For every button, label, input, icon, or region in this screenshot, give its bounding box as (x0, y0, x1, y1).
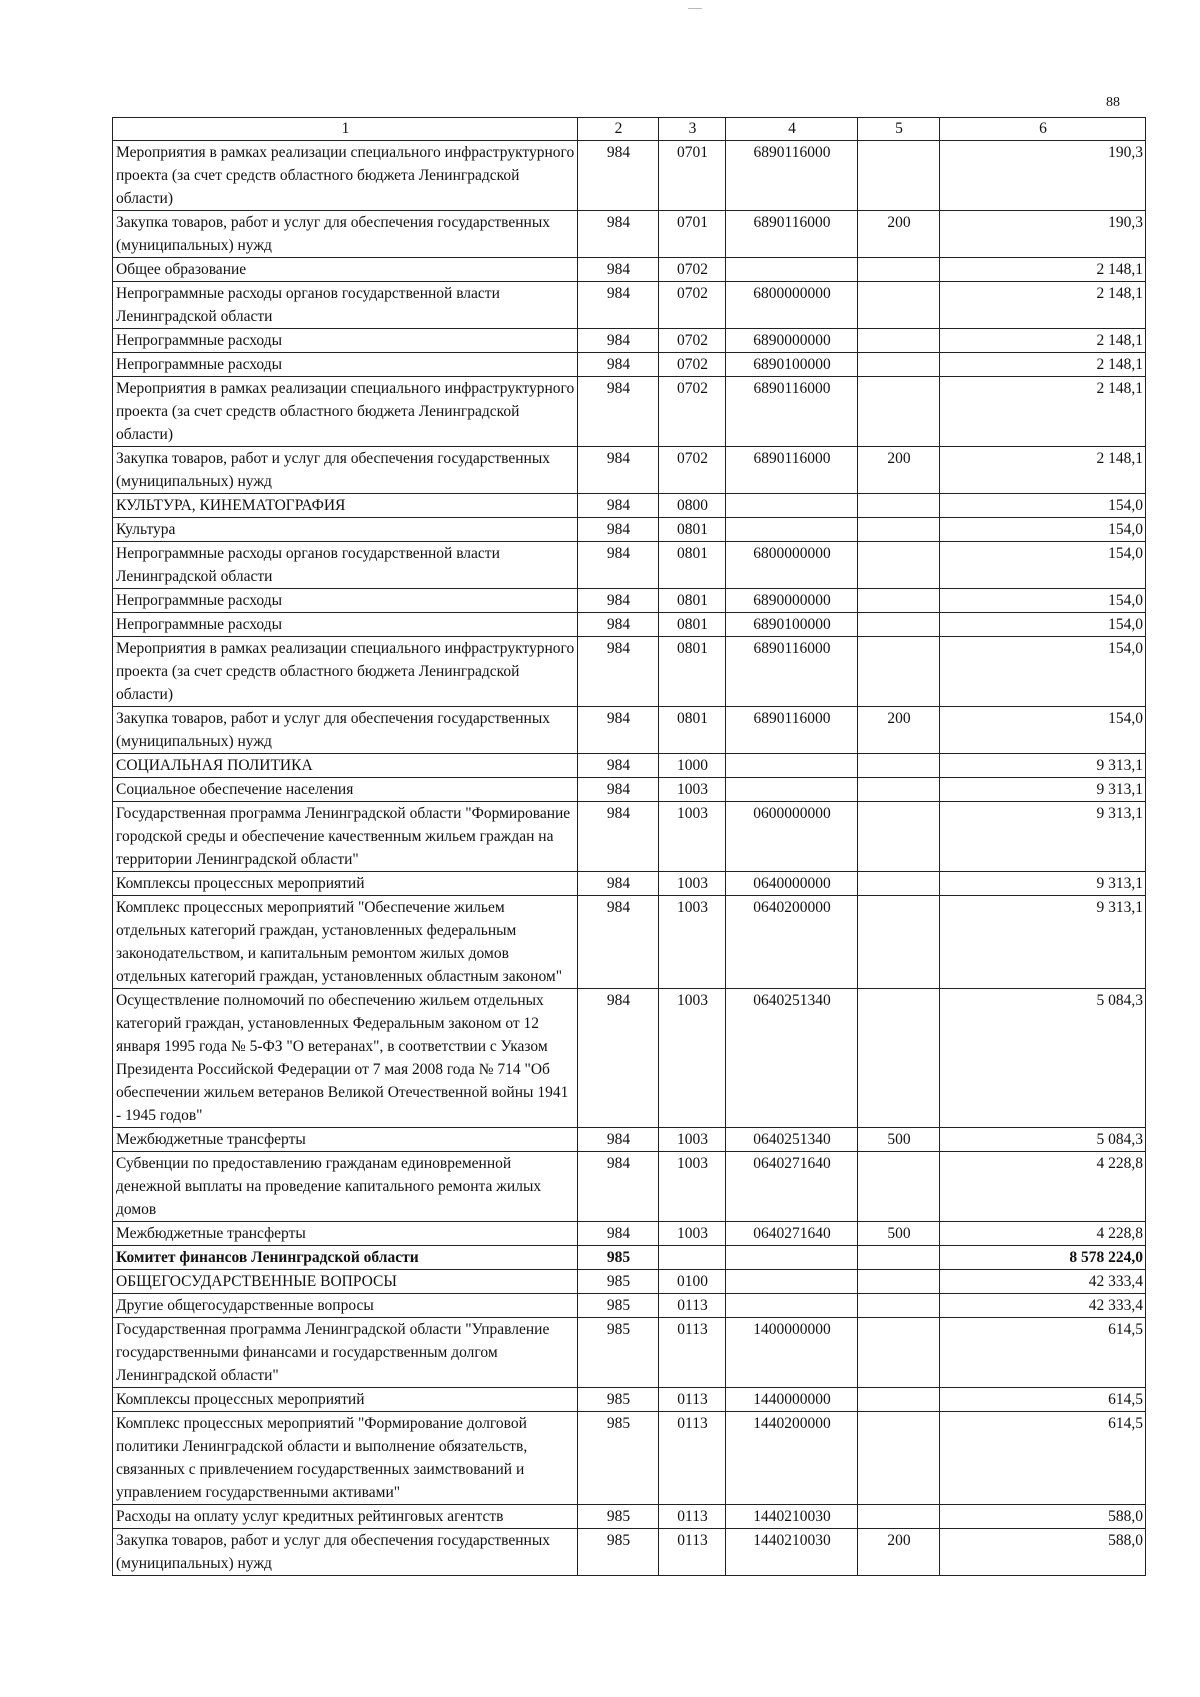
section-code-cell: 0113 (659, 1412, 726, 1505)
amount-cell: 9 313,1 (940, 754, 1146, 778)
section-code-cell: 0100 (659, 1270, 726, 1294)
ministry-code-cell: 984 (578, 141, 659, 211)
amount-cell: 154,0 (940, 518, 1146, 542)
amount-cell: 2 148,1 (940, 447, 1146, 494)
target-article-cell (726, 1270, 858, 1294)
table-row (113, 1152, 1146, 1222)
table-row (113, 1294, 1146, 1318)
amount-cell: 154,0 (940, 707, 1146, 754)
row-name-cell: КУЛЬТУРА, КИНЕМАТОГРАФИЯ (113, 494, 578, 518)
column-header: 6 (940, 118, 1146, 141)
amount-cell: 42 333,4 (940, 1294, 1146, 1318)
target-article-cell: 6890116000 (726, 211, 858, 258)
row-name-cell: Мероприятия в рамках реализации специального инфраструктурного проекта (за счет средств областного бюджета Ленинградской области) (113, 377, 578, 447)
amount-cell: 8 578 224,0 (940, 1246, 1146, 1270)
column-header: 3 (659, 118, 726, 141)
amount-cell: 4 228,8 (940, 1222, 1146, 1246)
table-row (113, 1318, 1146, 1388)
ministry-code-cell: 984 (578, 258, 659, 282)
row-name-cell: Культура (113, 518, 578, 542)
section-code-cell: 0800 (659, 494, 726, 518)
section-code-cell: 0113 (659, 1318, 726, 1388)
scan-mark (688, 8, 702, 9)
amount-cell: 154,0 (940, 542, 1146, 589)
row-name-cell: Закупка товаров, работ и услуг для обеспечения государственных (муниципальных) нужд (113, 1529, 578, 1576)
page-number: 88 (1106, 95, 1120, 110)
expense-type-cell (858, 1246, 940, 1270)
target-article-cell: 0640271640 (726, 1152, 858, 1222)
target-article-cell (726, 778, 858, 802)
ministry-code-cell: 984 (578, 518, 659, 542)
expense-type-cell (858, 282, 940, 329)
row-name-cell: Непрограммные расходы (113, 329, 578, 353)
section-code-cell: 0113 (659, 1529, 726, 1576)
table-row (113, 778, 1146, 802)
section-code-cell: 1003 (659, 1152, 726, 1222)
target-article-cell: 6890116000 (726, 447, 858, 494)
section-code-cell: 1003 (659, 896, 726, 989)
amount-cell: 614,5 (940, 1412, 1146, 1505)
section-code-cell: 0801 (659, 589, 726, 613)
budget-table (112, 117, 1146, 1576)
ministry-code-cell: 984 (578, 989, 659, 1128)
ministry-code-cell: 984 (578, 377, 659, 447)
target-article-cell: 6890116000 (726, 637, 858, 707)
amount-cell: 154,0 (940, 589, 1146, 613)
expense-type-cell (858, 802, 940, 872)
target-article-cell: 0640251340 (726, 989, 858, 1128)
ministry-code-cell: 984 (578, 802, 659, 872)
target-article-cell (726, 518, 858, 542)
section-code-cell: 1003 (659, 802, 726, 872)
ministry-code-cell: 985 (578, 1246, 659, 1270)
target-article-cell: 6890100000 (726, 613, 858, 637)
table-row (113, 802, 1146, 872)
table-row (113, 353, 1146, 377)
amount-cell: 588,0 (940, 1505, 1146, 1529)
expense-type-cell: 500 (858, 1222, 940, 1246)
ministry-code-cell: 984 (578, 637, 659, 707)
ministry-code-cell: 984 (578, 707, 659, 754)
section-code-cell: 0801 (659, 542, 726, 589)
table-row (113, 494, 1146, 518)
row-name-cell: Комплексы процессных мероприятий (113, 1388, 578, 1412)
section-code-cell: 1003 (659, 1222, 726, 1246)
table-row (113, 637, 1146, 707)
ministry-code-cell: 984 (578, 778, 659, 802)
ministry-code-cell: 984 (578, 542, 659, 589)
section-code-cell: 0801 (659, 637, 726, 707)
row-name-cell: Расходы на оплату услуг кредитных рейтинговых агентств (113, 1505, 578, 1529)
expense-type-cell (858, 1318, 940, 1388)
row-name-cell: Комитет финансов Ленинградской области (113, 1246, 578, 1270)
section-code-cell: 0113 (659, 1505, 726, 1529)
amount-cell: 154,0 (940, 637, 1146, 707)
expense-type-cell (858, 778, 940, 802)
ministry-code-cell: 984 (578, 1128, 659, 1152)
target-article-cell: 6890116000 (726, 141, 858, 211)
amount-cell: 614,5 (940, 1388, 1146, 1412)
amount-cell: 5 084,3 (940, 989, 1146, 1128)
section-code-cell: 0801 (659, 613, 726, 637)
section-code-cell: 0113 (659, 1388, 726, 1412)
amount-cell: 5 084,3 (940, 1128, 1146, 1152)
ministry-code-cell: 984 (578, 589, 659, 613)
expense-type-cell (858, 1388, 940, 1412)
section-code-cell: 0702 (659, 377, 726, 447)
target-article-cell: 6800000000 (726, 282, 858, 329)
table-row (113, 1128, 1146, 1152)
ministry-code-cell: 984 (578, 754, 659, 778)
row-name-cell: Непрограммные расходы (113, 353, 578, 377)
row-name-cell: Межбюджетные трансферты (113, 1128, 578, 1152)
table-row (113, 1222, 1146, 1246)
expense-type-cell: 200 (858, 211, 940, 258)
target-article-cell: 6890116000 (726, 707, 858, 754)
table-row (113, 1270, 1146, 1294)
amount-cell: 2 148,1 (940, 329, 1146, 353)
section-code-cell: 0113 (659, 1294, 726, 1318)
ministry-code-cell: 984 (578, 1152, 659, 1222)
amount-cell: 154,0 (940, 613, 1146, 637)
expense-type-cell (858, 1294, 940, 1318)
amount-cell: 154,0 (940, 494, 1146, 518)
section-code-cell: 1003 (659, 872, 726, 896)
amount-cell: 2 148,1 (940, 353, 1146, 377)
expense-type-cell (858, 896, 940, 989)
row-name-cell: Закупка товаров, работ и услуг для обеспечения государственных (муниципальных) нужд (113, 707, 578, 754)
ministry-code-cell: 984 (578, 1222, 659, 1246)
expense-type-cell (858, 1152, 940, 1222)
amount-cell: 4 228,8 (940, 1152, 1146, 1222)
amount-cell: 9 313,1 (940, 872, 1146, 896)
ministry-code-cell: 985 (578, 1270, 659, 1294)
ministry-code-cell: 985 (578, 1294, 659, 1318)
section-code-cell: 1000 (659, 754, 726, 778)
target-article-cell: 6890100000 (726, 353, 858, 377)
table-row (113, 872, 1146, 896)
section-code-cell: 0701 (659, 141, 726, 211)
ministry-code-cell: 984 (578, 896, 659, 989)
table-row (113, 258, 1146, 282)
section-code-cell: 0801 (659, 707, 726, 754)
section-code-cell: 0702 (659, 258, 726, 282)
ministry-code-cell: 985 (578, 1529, 659, 1576)
amount-cell: 9 313,1 (940, 896, 1146, 989)
target-article-cell: 0640200000 (726, 896, 858, 989)
section-code-cell: 1003 (659, 778, 726, 802)
target-article-cell (726, 754, 858, 778)
row-name-cell: ОБЩЕГОСУДАРСТВЕННЫЕ ВОПРОСЫ (113, 1270, 578, 1294)
table-row (113, 1412, 1146, 1505)
expense-type-cell (858, 754, 940, 778)
table-body (113, 141, 1146, 1576)
expense-type-cell (858, 637, 940, 707)
expense-type-cell (858, 989, 940, 1128)
section-code-cell: 0702 (659, 329, 726, 353)
ministry-code-cell: 984 (578, 353, 659, 377)
expense-type-cell (858, 872, 940, 896)
ministry-code-cell: 984 (578, 447, 659, 494)
expense-type-cell (858, 1412, 940, 1505)
target-article-cell: 1400000000 (726, 1318, 858, 1388)
expense-type-cell (858, 353, 940, 377)
amount-cell: 588,0 (940, 1529, 1146, 1576)
expense-type-cell (858, 377, 940, 447)
target-article-cell (726, 258, 858, 282)
ministry-code-cell: 984 (578, 329, 659, 353)
row-name-cell: Непрограммные расходы (113, 589, 578, 613)
target-article-cell: 0640271640 (726, 1222, 858, 1246)
target-article-cell (726, 494, 858, 518)
ministry-code-cell: 985 (578, 1412, 659, 1505)
table-row (113, 613, 1146, 637)
row-name-cell: СОЦИАЛЬНАЯ ПОЛИТИКА (113, 754, 578, 778)
amount-cell: 2 148,1 (940, 258, 1146, 282)
section-code-cell: 0702 (659, 447, 726, 494)
table-row (113, 754, 1146, 778)
section-code-cell: 0801 (659, 518, 726, 542)
table-row (113, 1529, 1146, 1576)
ministry-code-cell: 984 (578, 613, 659, 637)
ministry-code-cell: 985 (578, 1318, 659, 1388)
target-article-cell (726, 1246, 858, 1270)
table-row (113, 1388, 1146, 1412)
table-row (113, 518, 1146, 542)
expense-type-cell: 200 (858, 707, 940, 754)
expense-type-cell (858, 613, 940, 637)
table-row (113, 211, 1146, 258)
target-article-cell: 1440210030 (726, 1505, 858, 1529)
expense-type-cell (858, 542, 940, 589)
table-row (113, 141, 1146, 211)
column-header: 1 (113, 118, 578, 141)
row-name-cell: Мероприятия в рамках реализации специального инфраструктурного проекта (за счет средств областного бюджета Ленинградской области) (113, 141, 578, 211)
row-name-cell: Комплексы процессных мероприятий (113, 872, 578, 896)
row-name-cell: Осуществление полномочий по обеспечению жильем отдельных категорий граждан, установленных Федеральным законом от 12 января 1995 года № 5-ФЗ "О ветеранах", в соответствии с Указом Президента Российской Федерации от 7 мая 2008 года № 714 "Об обеспечении жильем ветеранов Великой Отечественной войны 1941 - 1945 годов" (113, 989, 578, 1128)
table-row (113, 377, 1146, 447)
ministry-code-cell: 985 (578, 1505, 659, 1529)
target-article-cell: 6800000000 (726, 542, 858, 589)
expense-type-cell (858, 589, 940, 613)
expense-type-cell (858, 1505, 940, 1529)
table-row (113, 989, 1146, 1128)
column-header: 2 (578, 118, 659, 141)
expense-type-cell: 200 (858, 447, 940, 494)
expense-type-cell (858, 518, 940, 542)
expense-type-cell: 500 (858, 1128, 940, 1152)
ministry-code-cell: 984 (578, 494, 659, 518)
expense-type-cell (858, 329, 940, 353)
target-article-cell: 1440000000 (726, 1388, 858, 1412)
row-name-cell: Непрограммные расходы органов государственной власти Ленинградской области (113, 282, 578, 329)
expense-type-cell (858, 258, 940, 282)
column-header: 4 (726, 118, 858, 141)
ministry-code-cell: 984 (578, 872, 659, 896)
target-article-cell (726, 1294, 858, 1318)
target-article-cell: 0640251340 (726, 1128, 858, 1152)
target-article-cell: 0640000000 (726, 872, 858, 896)
expense-type-cell (858, 494, 940, 518)
ministry-code-cell: 984 (578, 211, 659, 258)
table-row (113, 1246, 1146, 1270)
row-name-cell: Закупка товаров, работ и услуг для обеспечения государственных (муниципальных) нужд (113, 447, 578, 494)
section-code-cell: 0702 (659, 282, 726, 329)
row-name-cell: Комплекс процессных мероприятий "Формирование долговой политики Ленинградской области и выполнение обязательств, связанных с привлечением государственных заимствований и управлением государственными активами" (113, 1412, 578, 1505)
amount-cell: 614,5 (940, 1318, 1146, 1388)
section-code-cell: 1003 (659, 1128, 726, 1152)
table-row (113, 896, 1146, 989)
ministry-code-cell: 984 (578, 282, 659, 329)
target-article-cell: 6890000000 (726, 329, 858, 353)
table-row (113, 707, 1146, 754)
amount-cell: 42 333,4 (940, 1270, 1146, 1294)
row-name-cell: Комплекс процессных мероприятий "Обеспечение жильем отдельных категорий граждан, установленных федеральным законодательством, и капитальным ремонтом жилых домов отдельных категорий граждан, установленных областным законом" (113, 896, 578, 989)
target-article-cell: 1440210030 (726, 1529, 858, 1576)
row-name-cell: Закупка товаров, работ и услуг для обеспечения государственных (муниципальных) нужд (113, 211, 578, 258)
row-name-cell: Государственная программа Ленинградской области "Управление государственными финансами и государственным долгом Ленинградской области" (113, 1318, 578, 1388)
row-name-cell: Межбюджетные трансферты (113, 1222, 578, 1246)
column-header: 5 (858, 118, 940, 141)
amount-cell: 2 148,1 (940, 377, 1146, 447)
section-code-cell (659, 1246, 726, 1270)
table-row (113, 447, 1146, 494)
amount-cell: 9 313,1 (940, 778, 1146, 802)
table-row (113, 282, 1146, 329)
row-name-cell: Социальное обеспечение населения (113, 778, 578, 802)
table-row (113, 589, 1146, 613)
amount-cell: 190,3 (940, 211, 1146, 258)
expense-type-cell: 200 (858, 1529, 940, 1576)
ministry-code-cell: 985 (578, 1388, 659, 1412)
amount-cell: 190,3 (940, 141, 1146, 211)
amount-cell: 2 148,1 (940, 282, 1146, 329)
row-name-cell: Другие общегосударственные вопросы (113, 1294, 578, 1318)
expense-type-cell (858, 1270, 940, 1294)
row-name-cell: Общее образование (113, 258, 578, 282)
row-name-cell: Государственная программа Ленинградской области "Формирование городской среды и обеспечение качественным жильем граждан на территории Ленинградской области" (113, 802, 578, 872)
row-name-cell: Непрограммные расходы органов государственной власти Ленинградской области (113, 542, 578, 589)
table-row (113, 1505, 1146, 1529)
table-header-row (113, 118, 1146, 141)
target-article-cell: 0600000000 (726, 802, 858, 872)
row-name-cell: Мероприятия в рамках реализации специального инфраструктурного проекта (за счет средств областного бюджета Ленинградской области) (113, 637, 578, 707)
target-article-cell: 6890000000 (726, 589, 858, 613)
section-code-cell: 1003 (659, 989, 726, 1128)
amount-cell: 9 313,1 (940, 802, 1146, 872)
row-name-cell: Субвенции по предоставлению гражданам единовременной денежной выплаты на проведение капитального ремонта жилых домов (113, 1152, 578, 1222)
target-article-cell: 1440200000 (726, 1412, 858, 1505)
target-article-cell: 6890116000 (726, 377, 858, 447)
row-name-cell: Непрограммные расходы (113, 613, 578, 637)
table-row (113, 329, 1146, 353)
table-row (113, 542, 1146, 589)
expense-type-cell (858, 141, 940, 211)
section-code-cell: 0702 (659, 353, 726, 377)
section-code-cell: 0701 (659, 211, 726, 258)
